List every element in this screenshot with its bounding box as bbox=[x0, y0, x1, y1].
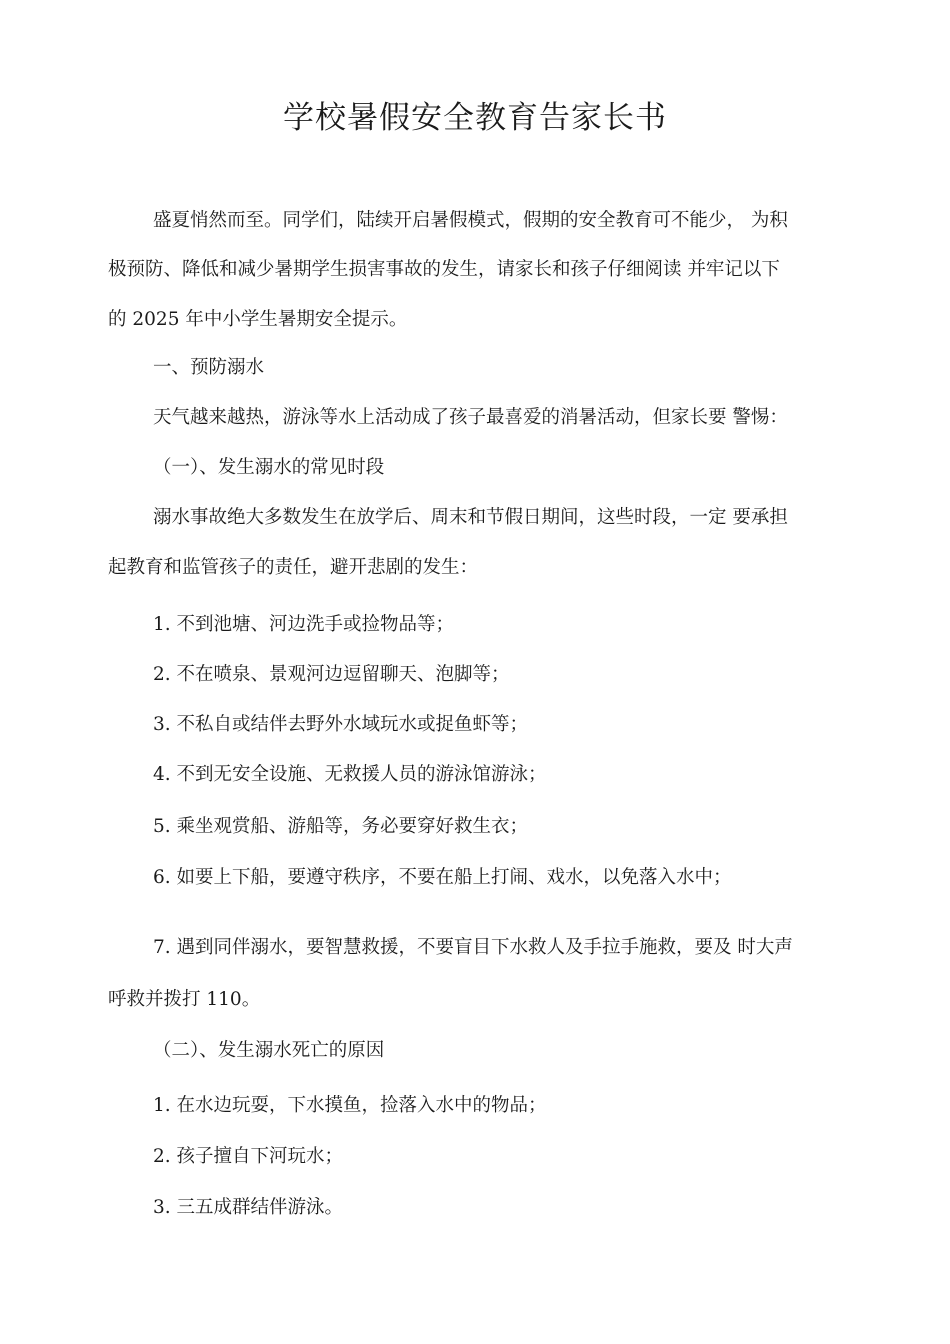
sub1-paragraph-line-2: 起教育和监管孩子的责任，避开悲剧的发生： bbox=[108, 557, 479, 578]
list-item: 6. 如要上下船，要遵守秩序，不要在船上打闹、戏水，以免落入水中； bbox=[153, 867, 732, 888]
list-item: 3. 三五成群结伴游泳。 bbox=[153, 1197, 344, 1218]
list-item: 1. 在水边玩耍，下水摸鱼，捡落入水中的物品； bbox=[153, 1095, 547, 1116]
list-item-7-line-1: 7. 遇到同伴溺水，要智慧救援，不要盲目下水救人及手拉手施救，要及 时大声 bbox=[153, 937, 793, 958]
list-item: 2. 不在喷泉、景观河边逗留聊天、泡脚等； bbox=[153, 664, 510, 685]
intro-line-1: 盛夏悄然而至。同学们，陆续开启暑假模式，假期的安全教育可不能少， 为积 bbox=[153, 210, 788, 231]
list-item: 3. 不私自或结伴去野外水域玩水或捉鱼虾等； bbox=[153, 714, 529, 735]
list-item: 4. 不到无安全设施、无救援人员的游泳馆游泳； bbox=[153, 764, 547, 785]
intro-line-2: 极预防、降低和减少暑期学生损害事故的发生，请家长和孩子仔细阅读 并牢记以下 bbox=[108, 259, 780, 280]
list-item: 1. 不到池塘、河边洗手或捡物品等； bbox=[153, 614, 455, 635]
intro-line-3: 的 2025 年中小学生暑期安全提示。 bbox=[108, 309, 408, 330]
list-item-7-line-2: 呼救并拨打 110。 bbox=[108, 989, 261, 1010]
subsection-heading-common-periods: （一）、发生溺水的常见时段 bbox=[153, 457, 385, 478]
section-heading-prevent-drowning: 一、预防溺水 bbox=[153, 357, 265, 378]
list-item: 2. 孩子擅自下河玩水； bbox=[153, 1146, 344, 1167]
subsection-heading-drowning-causes: （二）、发生溺水死亡的原因 bbox=[153, 1040, 385, 1061]
sub1-paragraph-line-1: 溺水事故绝大多数发生在放学后、周末和节假日期间，这些时段，一定 要承担 bbox=[153, 507, 788, 528]
document-title: 学校暑假安全教育告家长书 bbox=[283, 100, 667, 136]
section1-paragraph: 天气越来越热，游泳等水上活动成了孩子最喜爱的消暑活动，但家长要 警惕： bbox=[153, 407, 788, 428]
list-item: 5. 乘坐观赏船、游船等，务必要穿好救生衣； bbox=[153, 816, 529, 837]
